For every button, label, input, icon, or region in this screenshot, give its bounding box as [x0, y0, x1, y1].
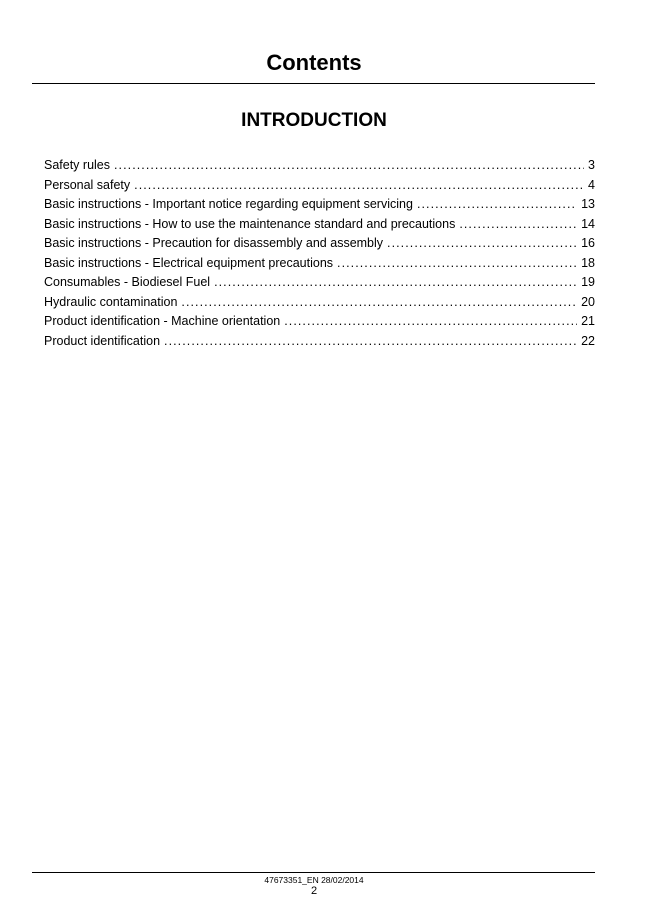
toc-entry-label: Basic instructions - Important notice regarding equipment servicing — [44, 197, 413, 211]
table-of-contents — [44, 156, 595, 351]
toc-entry-important-notice[interactable] — [44, 195, 595, 215]
footer-document-reference: 47673351_EN 28/02/2014 — [264, 875, 364, 885]
toc-entry-disassembly-assembly[interactable] — [44, 234, 595, 254]
footer-divider — [32, 872, 595, 873]
toc-entry-page: 20 — [581, 294, 595, 309]
section-title: INTRODUCTION — [241, 110, 387, 131]
toc-dot-leader — [284, 312, 577, 332]
toc-entry-biodiesel-fuel[interactable] — [44, 273, 595, 293]
toc-dot-leader — [134, 176, 584, 196]
toc-entry-label: Basic instructions - How to use the maintenance standard and precautions — [44, 216, 456, 231]
toc-entry-product-identification[interactable] — [44, 332, 595, 352]
toc-dot-leader — [114, 156, 584, 176]
toc-entry-maintenance-standard[interactable] — [44, 215, 595, 235]
toc-entry-hydraulic-contamination[interactable] — [44, 293, 595, 313]
header-divider — [32, 83, 595, 84]
toc-entry-machine-orientation[interactable] — [44, 312, 595, 332]
toc-dot-leader — [214, 273, 577, 293]
toc-dot-leader — [164, 332, 577, 352]
toc-entry-label: Consumables - Biodiesel Fuel — [44, 275, 211, 289]
toc-entry-page: 21 — [581, 314, 595, 328]
toc-dot-leader — [387, 234, 577, 254]
toc-entry-page: 18 — [581, 255, 595, 270]
toc-entry-page: 13 — [581, 197, 595, 211]
toc-entry-page: 4 — [588, 177, 595, 192]
toc-entry-page: 19 — [581, 275, 595, 289]
toc-entry-page: 16 — [581, 236, 595, 250]
page-title: Contents — [266, 50, 362, 75]
toc-entry-electrical-precautions[interactable] — [44, 254, 595, 274]
toc-entry-safety-rules[interactable] — [44, 156, 595, 176]
toc-entry-label: Personal safety — [44, 177, 131, 192]
toc-entry-label: Basic instructions - Electrical equipment precautions — [44, 255, 334, 270]
toc-entry-personal-safety[interactable] — [44, 176, 595, 196]
toc-entry-label: Hydraulic contamination — [44, 294, 178, 309]
toc-dot-leader — [417, 195, 577, 215]
toc-entry-label: Product identification - Machine orientation — [44, 314, 281, 328]
toc-entry-label: Safety rules — [44, 158, 111, 172]
toc-entry-page: 22 — [581, 333, 595, 348]
toc-entry-label: Basic instructions - Precaution for disassembly and assembly — [44, 236, 384, 250]
toc-dot-leader — [459, 215, 577, 235]
toc-entry-label: Product identification — [44, 333, 161, 348]
toc-dot-leader — [181, 293, 577, 313]
toc-dot-leader — [337, 254, 577, 274]
footer-page-number: 2 — [310, 885, 318, 897]
toc-entry-page: 3 — [588, 158, 595, 172]
toc-entry-page: 14 — [581, 216, 595, 231]
